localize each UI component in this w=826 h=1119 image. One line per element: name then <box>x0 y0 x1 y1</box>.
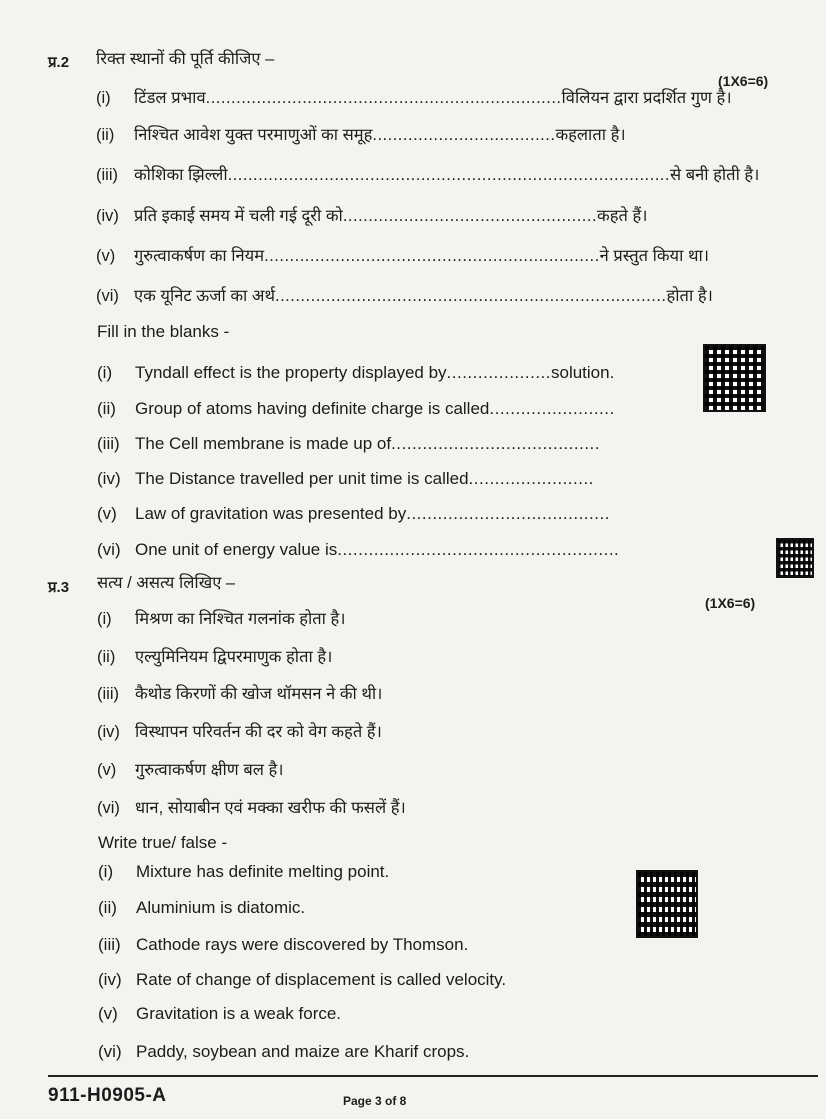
q2-english-item <box>97 503 610 525</box>
blank-line: ....................................................................................... <box>227 166 670 184</box>
q3-english-item <box>98 1003 341 1025</box>
blank-line: ............................................................................. <box>275 287 667 305</box>
item-number: (iv) <box>97 469 121 488</box>
item-number: (vi) <box>97 540 121 559</box>
question-2-number: प्र.2 <box>48 54 70 71</box>
item-text: गुरुत्वाकर्षण क्षीण बल है। <box>135 761 284 779</box>
item-number: (ii) <box>97 648 116 666</box>
item-text: The Cell membrane is made up of <box>135 434 392 453</box>
q2-hindi-item <box>96 205 648 227</box>
item-text: निश्चित आवेश युक्त परमाणुओं का समूह <box>134 126 373 144</box>
item-text-end: कहते हैं। <box>597 207 648 225</box>
item-number: (vi) <box>98 1042 122 1061</box>
item-text: प्रति इकाई समय में चली गई दूरी को <box>134 207 343 225</box>
item-number: (vi) <box>97 799 120 817</box>
item-number: (vi) <box>96 287 119 305</box>
item-number: (ii) <box>98 898 117 917</box>
item-number: (v) <box>97 761 117 779</box>
item-text: गुरुत्वाकर्षण का नियम <box>134 247 265 265</box>
datamatrix-code <box>636 870 698 938</box>
q3-english-item <box>98 969 506 991</box>
q3-hindi-item <box>97 797 406 819</box>
item-text-end: कहलाता है। <box>555 126 626 144</box>
q3-english-item <box>98 861 389 883</box>
item-number: (i) <box>96 89 111 107</box>
item-number: (v) <box>96 247 116 265</box>
item-text: Rate of change of displacement is called velocity. <box>136 970 507 989</box>
item-text: कैथोड किरणों की खोज थॉमसन ने की थी। <box>135 685 383 703</box>
q3-english-item <box>98 934 468 956</box>
q3-hindi-item <box>97 759 284 781</box>
qr-code <box>776 538 814 578</box>
q3-hindi-item <box>97 608 346 630</box>
q3-hindi-item <box>97 646 332 668</box>
q2-hindi-item <box>96 87 732 109</box>
q2-hindi-item <box>96 164 759 186</box>
blank-line: ...................................................................... <box>205 89 562 107</box>
item-number: (iii) <box>96 166 118 184</box>
item-text: The Distance travelled per unit time is called <box>135 469 469 488</box>
item-text-end: विलियन द्वारा प्रदर्शित गुण है। <box>561 89 732 107</box>
item-number: (iii) <box>98 935 121 954</box>
item-number: (iv) <box>97 723 120 741</box>
item-number: (iv) <box>96 207 119 225</box>
item-text: Law of gravitation was presented by <box>135 504 407 523</box>
item-number: (iii) <box>97 434 120 453</box>
blank-line: ...................................................... <box>337 540 620 559</box>
item-number: (ii) <box>97 399 116 418</box>
page-number: Page 3 of 8 <box>343 1094 407 1108</box>
item-number: (iii) <box>97 685 119 703</box>
q2-english-item <box>97 398 615 420</box>
blank-line: ........................................ <box>391 434 600 453</box>
item-text: Tyndall effect is the property displayed by <box>135 363 447 382</box>
item-text: कोशिका झिल्ली <box>134 166 228 184</box>
item-text-end: ने प्रस्तुत किया था। <box>599 247 710 265</box>
q3-english-item <box>98 1041 469 1063</box>
blank-line: .................................................. <box>342 207 598 225</box>
blank-line: .................... <box>446 363 551 382</box>
item-text-end: से बनी होती है। <box>669 166 760 184</box>
item-text: Mixture has definite melting point. <box>136 862 390 881</box>
q2-english-title: Fill in the blanks - <box>97 322 230 341</box>
question-3-number: प्र.3 <box>48 579 70 596</box>
q3-hindi-item <box>97 721 382 743</box>
item-number: (i) <box>98 862 114 881</box>
item-text: एल्युमिनियम द्विपरमाणुक होता है। <box>135 648 333 666</box>
item-number: (iv) <box>98 970 122 989</box>
q2-english-item <box>97 468 594 490</box>
question-2-marks: (1X6=6) <box>718 73 769 89</box>
q3-english-item <box>98 897 305 919</box>
item-text: Aluminium is diatomic. <box>136 898 306 917</box>
q3-english-title: Write true/ false - <box>98 833 228 852</box>
item-text: Paddy, soybean and maize are Kharif crops. <box>136 1042 470 1061</box>
item-number: (i) <box>97 363 113 382</box>
q2-hindi-item <box>96 285 713 307</box>
item-text-end: होता है। <box>666 287 713 305</box>
item-number: (ii) <box>96 126 115 144</box>
q2-english-item <box>97 433 600 455</box>
q2-english-item <box>97 539 619 561</box>
q2-english-item <box>97 362 614 384</box>
item-text: One unit of energy value is <box>135 540 338 559</box>
item-number: (v) <box>97 504 117 523</box>
blank-line: ........................ <box>489 399 615 418</box>
item-text: Group of atoms having definite charge is called <box>135 399 490 418</box>
footer-rule <box>48 1075 818 1077</box>
item-text: विस्थापन परिवर्तन की दर को वेग कहते हैं। <box>135 723 382 741</box>
q2-hindi-item <box>96 245 709 267</box>
item-text: Cathode rays were discovered by Thomson. <box>136 935 469 954</box>
item-text: मिश्रण का निश्चित गलनांक होता है। <box>135 610 346 628</box>
blank-line: ....................................... <box>406 504 610 523</box>
datamatrix-code <box>703 344 766 412</box>
item-number: (i) <box>97 610 112 628</box>
question-2-title: रिक्त स्थानों की पूर्ति कीजिए – <box>96 50 275 68</box>
question-3-title: सत्य / असत्य लिखिए – <box>97 574 236 592</box>
item-text: टिंडल प्रभाव <box>134 89 206 107</box>
item-text: Gravitation is a weak force. <box>136 1004 342 1023</box>
q2-hindi-item <box>96 124 626 146</box>
blank-line: ........................ <box>468 469 594 488</box>
paper-code: 911-H0905-A <box>48 1085 167 1106</box>
q3-hindi-item <box>97 683 382 705</box>
item-text: धान, सोयाबीन एवं मक्का खरीफ की फसलें हैं। <box>135 799 406 817</box>
blank-line: .................................... <box>372 126 556 144</box>
item-text: एक यूनिट ऊर्जा का अर्थ <box>134 287 276 305</box>
item-text-end: solution. <box>551 363 615 382</box>
question-3-marks: (1X6=6) <box>705 595 756 611</box>
item-number: (v) <box>98 1004 118 1023</box>
blank-line: .................................................................. <box>264 247 600 265</box>
